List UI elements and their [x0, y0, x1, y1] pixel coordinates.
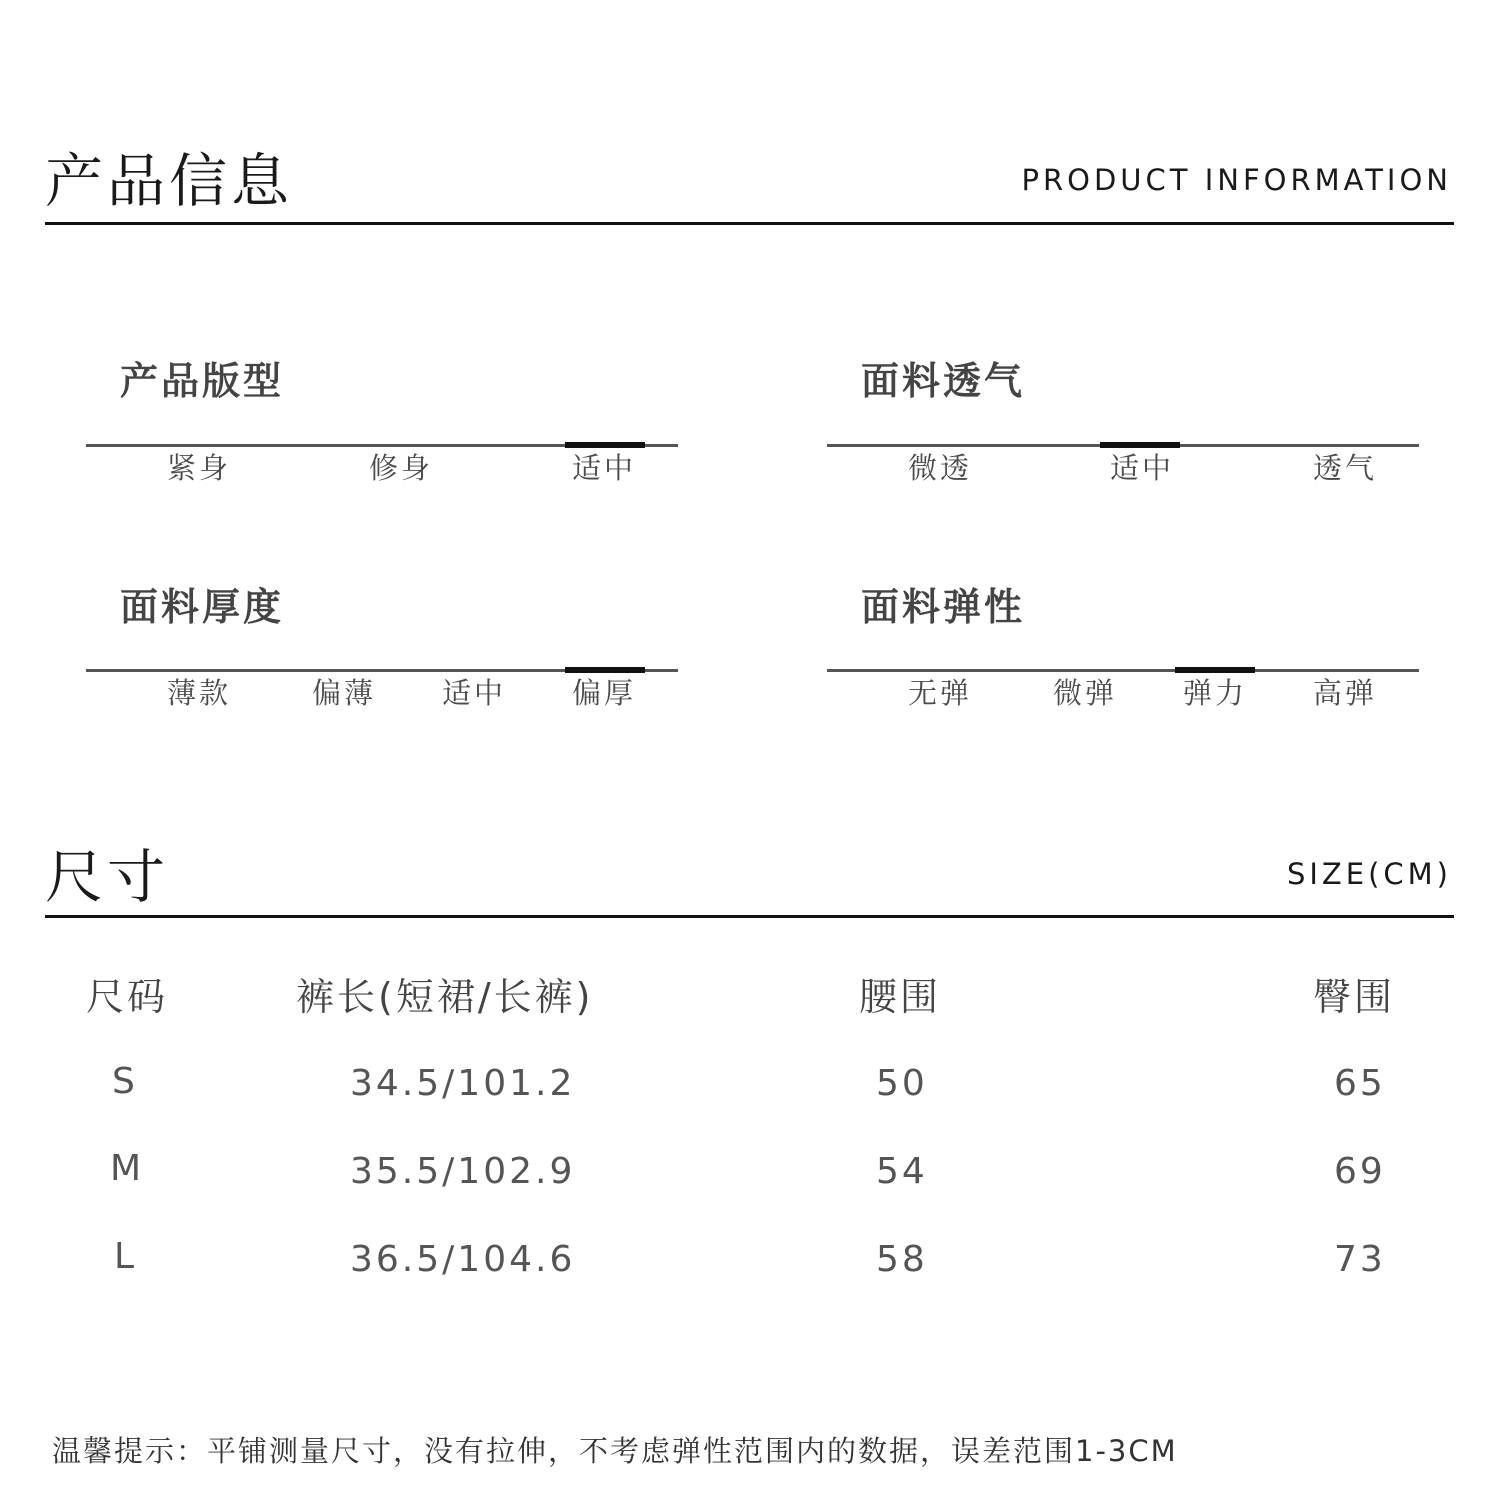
cell-size: L — [114, 1236, 138, 1277]
attribute-title: 面料弹性 — [861, 585, 1026, 629]
attribute-scale — [827, 669, 1419, 749]
attribute-title: 面料透气 — [861, 359, 1026, 403]
scale-option: 适中 — [571, 451, 637, 485]
attribute-scale — [86, 444, 678, 524]
attribute-title: 面料厚度 — [120, 585, 285, 629]
table-header-hip: 臀围 — [1313, 975, 1396, 1019]
size-section-subtitle: SIZE(CM) — [1286, 857, 1452, 891]
attribute-scale — [827, 444, 1419, 524]
cell-length: 34.5/101.2 — [350, 1063, 576, 1104]
scale-option: 适中 — [1109, 451, 1175, 485]
scale-selected-marker — [1175, 667, 1255, 673]
scale-track — [827, 669, 1419, 672]
table-header-size: 尺码 — [86, 975, 169, 1019]
info-section-title: 产品信息 — [45, 147, 294, 215]
size-section-rule — [45, 915, 1454, 918]
table-header-length: 裤长(短裙/长裤) — [296, 975, 594, 1019]
scale-option: 适中 — [441, 676, 507, 710]
cell-waist: 58 — [876, 1239, 928, 1280]
scale-selected-marker — [565, 667, 645, 673]
cell-size: S — [112, 1061, 138, 1102]
scale-option: 偏厚 — [571, 676, 637, 710]
cell-size: M — [110, 1148, 145, 1189]
scale-option: 修身 — [368, 451, 434, 485]
scale-option: 偏薄 — [311, 676, 377, 710]
scale-option: 无弹 — [907, 676, 973, 710]
cell-length: 35.5/102.9 — [350, 1151, 576, 1192]
info-section-rule — [45, 222, 1454, 225]
scale-option: 弹力 — [1182, 676, 1248, 710]
cell-waist: 54 — [876, 1151, 928, 1192]
info-section-subtitle: PRODUCT INFORMATION — [1021, 163, 1452, 197]
scale-option: 微弹 — [1052, 676, 1118, 710]
scale-option: 微透 — [907, 451, 973, 485]
table-header-waist: 腰围 — [859, 975, 942, 1019]
attribute-scale — [86, 669, 678, 749]
size-section-title: 尺寸 — [45, 843, 170, 911]
attribute-title: 产品版型 — [120, 359, 285, 403]
scale-option: 薄款 — [166, 676, 232, 710]
cell-hip: 69 — [1334, 1151, 1386, 1192]
measurement-note: 温馨提示：平铺测量尺寸，没有拉伸，不考虑弹性范围内的数据，误差范围1-3CM — [52, 1434, 1178, 1468]
scale-selected-marker — [1100, 442, 1180, 448]
scale-option: 透气 — [1312, 451, 1378, 485]
cell-hip: 73 — [1334, 1239, 1386, 1280]
scale-option: 紧身 — [166, 451, 232, 485]
cell-waist: 50 — [876, 1063, 928, 1104]
cell-hip: 65 — [1334, 1063, 1386, 1104]
cell-length: 36.5/104.6 — [350, 1239, 576, 1280]
scale-option: 高弹 — [1312, 676, 1378, 710]
scale-selected-marker — [565, 442, 645, 448]
